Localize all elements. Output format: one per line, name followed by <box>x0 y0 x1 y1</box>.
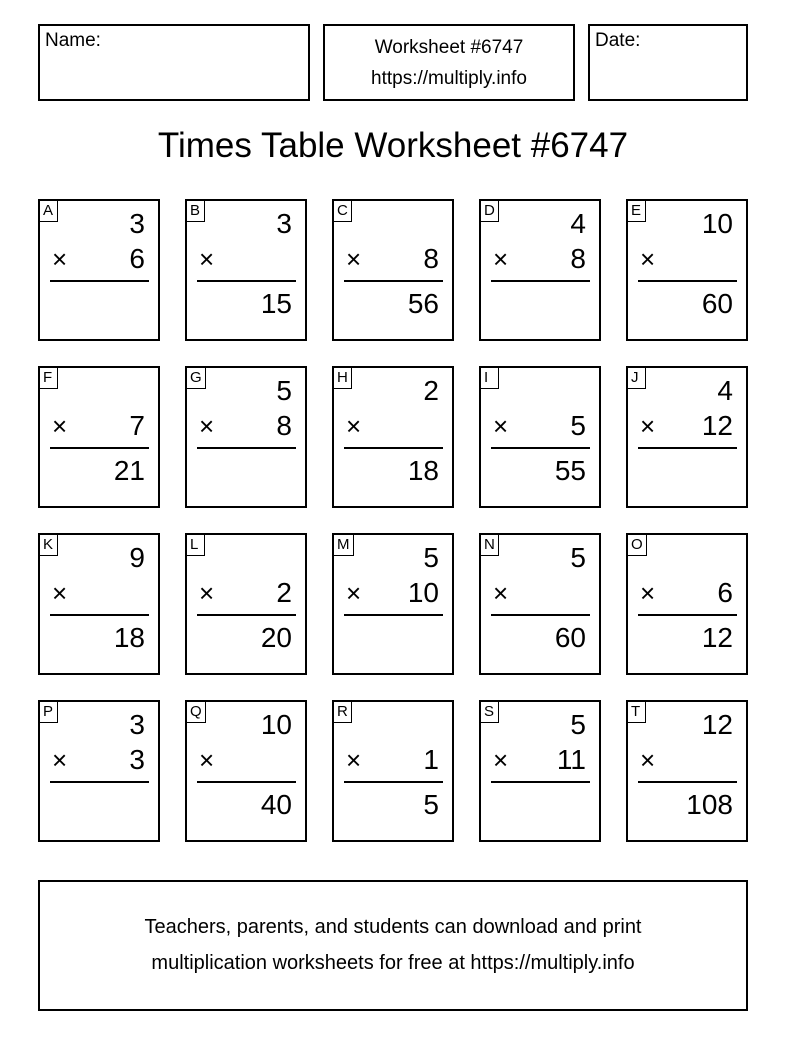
answer-line <box>491 781 590 783</box>
product: 15 <box>260 288 292 319</box>
product: 5 <box>423 789 439 820</box>
answer-line <box>50 614 149 616</box>
answer-line <box>638 447 737 449</box>
multiplier: 1 <box>423 744 439 775</box>
problem-letter: O <box>627 534 647 556</box>
worksheet-url: https://multiply.info <box>371 68 527 89</box>
problem-box-b <box>185 199 307 341</box>
times-sign: × <box>640 244 656 274</box>
problem-letter: Q <box>186 701 206 723</box>
footer-line-2: multiplication worksheets for free at https://multiply.info <box>151 952 635 974</box>
answer-line <box>197 781 296 783</box>
times-sign: × <box>493 244 509 274</box>
multiplier: 5 <box>570 410 586 441</box>
problem-letter: G <box>186 367 206 389</box>
multiplier: 3 <box>129 744 145 775</box>
product: 18 <box>113 622 145 653</box>
product: 60 <box>701 288 733 319</box>
problem-box-l <box>185 533 307 675</box>
problem-box-e <box>626 199 748 341</box>
multiplier: 6 <box>717 577 733 608</box>
multiplicand: 9 <box>129 542 145 573</box>
problem-box-m <box>332 533 454 675</box>
multiplicand: 5 <box>570 709 586 740</box>
problem-box-k <box>38 533 160 675</box>
problem-box-r <box>332 700 454 842</box>
times-sign: × <box>52 745 68 775</box>
times-sign: × <box>493 411 509 441</box>
product: 56 <box>407 288 439 319</box>
times-sign: × <box>199 411 215 441</box>
times-sign: × <box>199 578 215 608</box>
times-sign: × <box>52 244 68 274</box>
answer-line <box>638 614 737 616</box>
multiplier: 8 <box>276 410 292 441</box>
problem-box-p <box>38 700 160 842</box>
product: 40 <box>260 789 292 820</box>
multiplicand: 5 <box>570 542 586 573</box>
date-label: Date: <box>595 30 641 51</box>
answer-line <box>491 447 590 449</box>
product: 20 <box>260 622 292 653</box>
times-sign: × <box>199 745 215 775</box>
product: 21 <box>113 455 145 486</box>
worksheet-number: Worksheet #6747 <box>374 37 524 58</box>
answer-line <box>344 614 443 616</box>
multiplicand: 4 <box>717 375 733 406</box>
answer-line <box>197 280 296 282</box>
product: 108 <box>686 789 733 820</box>
answer-line <box>197 447 296 449</box>
multiplier: 11 <box>556 744 586 775</box>
multiplicand: 4 <box>570 208 586 239</box>
problem-box-o <box>626 533 748 675</box>
multiplier: 7 <box>129 410 145 441</box>
answer-line <box>638 781 737 783</box>
problem-letter: P <box>39 701 58 723</box>
problem-letter: D <box>480 200 499 222</box>
times-sign: × <box>52 578 68 608</box>
problem-box-j <box>626 366 748 508</box>
answer-line <box>344 280 443 282</box>
problem-box-h <box>332 366 454 508</box>
worksheet-id-box <box>323 24 575 101</box>
problem-box-a <box>38 199 160 341</box>
multiplicand: 3 <box>276 208 292 239</box>
multiplier: 2 <box>276 577 292 608</box>
product: 18 <box>407 455 439 486</box>
problem-box-s <box>479 700 601 842</box>
times-sign: × <box>493 745 509 775</box>
answer-line <box>344 447 443 449</box>
multiplicand: 10 <box>701 208 733 239</box>
times-sign: × <box>346 411 362 441</box>
answer-line <box>344 781 443 783</box>
problem-box-g <box>185 366 307 508</box>
problem-letter: N <box>480 534 499 556</box>
times-sign: × <box>640 745 656 775</box>
problem-box-f <box>38 366 160 508</box>
answer-line <box>491 614 590 616</box>
multiplier: 8 <box>423 243 439 274</box>
multiplicand: 12 <box>701 709 733 740</box>
times-sign: × <box>199 244 215 274</box>
multiplicand: 3 <box>129 709 145 740</box>
problem-box-c <box>332 199 454 341</box>
problem-letter: F <box>39 367 58 389</box>
problem-letter: I <box>480 367 499 389</box>
product: 12 <box>701 622 733 653</box>
times-sign: × <box>346 244 362 274</box>
problem-letter: S <box>480 701 499 723</box>
multiplicand: 3 <box>129 208 145 239</box>
problem-letter: T <box>627 701 646 723</box>
problem-letter: C <box>333 200 352 222</box>
multiplier: 8 <box>570 243 586 274</box>
answer-line <box>491 280 590 282</box>
date-box <box>588 24 748 101</box>
problem-letter: E <box>627 200 646 222</box>
page-title: Times Table Worksheet #6747 <box>157 126 629 165</box>
problem-letter: M <box>333 534 354 556</box>
name-box <box>38 24 310 101</box>
problem-box-q <box>185 700 307 842</box>
problem-letter: B <box>186 200 205 222</box>
multiplier: 10 <box>407 577 439 608</box>
multiplicand: 5 <box>423 542 439 573</box>
times-sign: × <box>346 745 362 775</box>
answer-line <box>50 280 149 282</box>
name-label: Name: <box>45 30 101 51</box>
times-sign: × <box>346 578 362 608</box>
problem-letter: A <box>39 200 58 222</box>
problem-box-i <box>479 366 601 508</box>
problem-box-d <box>479 199 601 341</box>
answer-line <box>197 614 296 616</box>
multiplicand: 5 <box>276 375 292 406</box>
multiplicand: 10 <box>260 709 292 740</box>
problem-box-t <box>626 700 748 842</box>
multiplier: 12 <box>701 410 733 441</box>
times-sign: × <box>640 411 656 441</box>
footer-line-1: Teachers, parents, and students can download and print <box>144 916 642 938</box>
times-sign: × <box>640 578 656 608</box>
product: 60 <box>554 622 586 653</box>
multiplier: 6 <box>129 243 145 274</box>
problem-letter: L <box>186 534 205 556</box>
answer-line <box>50 447 149 449</box>
answer-line <box>50 781 149 783</box>
answer-line <box>638 280 737 282</box>
times-sign: × <box>52 411 68 441</box>
problem-letter: R <box>333 701 352 723</box>
problem-letter: H <box>333 367 352 389</box>
problem-letter: J <box>627 367 646 389</box>
times-sign: × <box>493 578 509 608</box>
product: 55 <box>554 455 586 486</box>
multiplicand: 2 <box>423 375 439 406</box>
problem-box-n <box>479 533 601 675</box>
problem-letter: K <box>39 534 58 556</box>
footer-box <box>38 880 748 1011</box>
